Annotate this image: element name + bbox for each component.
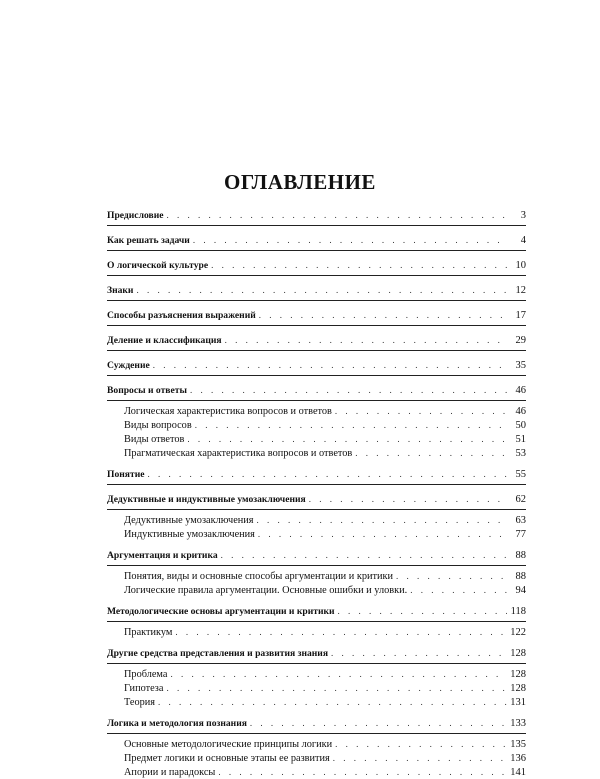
dot-leader: [166, 681, 507, 695]
section-underline: [107, 300, 526, 301]
dot-leader: [193, 233, 507, 247]
dot-leader: [250, 716, 507, 730]
toc-subsection[interactable]: [107, 527, 526, 541]
toc-entry-label: Апории и парадоксы: [124, 767, 216, 778]
section-underline: [107, 350, 526, 351]
dot-leader: [136, 283, 507, 297]
dot-leader: [333, 751, 507, 765]
toc-entry-label: Способы разъяснения выражений: [107, 310, 256, 321]
section-underline: [107, 250, 526, 251]
toc-entry-label: Деление и классификация: [107, 335, 222, 346]
toc-entry-label: Суждение: [107, 360, 150, 371]
dot-leader: [355, 446, 507, 460]
section-underline: [107, 663, 526, 664]
toc-entry-label: Логика и методология познания: [107, 718, 247, 729]
section-underline: [107, 275, 526, 276]
toc-subsection[interactable]: [107, 446, 526, 460]
toc-section[interactable]: [107, 548, 526, 562]
dot-leader: [410, 583, 507, 597]
toc-page-number: 63: [515, 515, 526, 526]
toc-page-number: 88: [515, 571, 526, 582]
toc-entry-label: Логическая характеристика вопросов и ответов: [124, 406, 332, 417]
page-title: ОГЛАВЛЕНИЕ: [224, 170, 376, 194]
toc-entry-label: Логические правила аргументации. Основные ошибки и уловки.: [124, 585, 408, 596]
toc-entry-label: Предмет логики и основные этапы ее развития: [124, 753, 330, 764]
section-underline: [107, 375, 526, 376]
dot-leader: [259, 308, 507, 322]
toc-entry-label: Теория: [124, 697, 156, 708]
toc-section[interactable]: [107, 716, 526, 730]
dot-leader: [257, 513, 507, 527]
toc-page-number: 128: [510, 669, 526, 680]
toc-subsection[interactable]: [107, 418, 526, 432]
toc-subsection[interactable]: [107, 667, 526, 681]
toc-entry-label: Вопросы и ответы: [107, 385, 187, 396]
dot-leader: [211, 258, 507, 272]
toc-entry-label: Прагматическая характеристика вопросов и ответов: [124, 448, 353, 459]
dot-leader: [153, 358, 507, 372]
toc-page-number: 88: [515, 550, 526, 561]
toc-entry-label: Гипотеза: [124, 683, 164, 694]
toc-page-number: 4: [520, 235, 526, 246]
toc-page-number: 141: [510, 767, 526, 778]
toc-page-number: 51: [515, 434, 526, 445]
toc-page-number: 62: [515, 494, 526, 505]
toc-section[interactable]: [107, 604, 526, 618]
toc-page-number: 131: [510, 697, 526, 708]
toc-page-number: 135: [510, 739, 526, 750]
toc-section[interactable]: [107, 467, 526, 481]
toc-page-number: 55: [515, 469, 526, 480]
section-underline: [107, 225, 526, 226]
dot-leader: [147, 467, 507, 481]
toc-entry-label: Предисловие: [107, 210, 164, 221]
dot-leader: [158, 695, 507, 709]
dot-leader: [309, 492, 507, 506]
toc-section[interactable]: [107, 358, 526, 372]
dot-leader: [225, 333, 507, 347]
toc-page-number: 128: [510, 648, 526, 659]
toc-section[interactable]: [107, 492, 526, 506]
toc-entry-label: Практикум: [124, 627, 173, 638]
dot-leader: [335, 737, 507, 751]
toc-subsection[interactable]: [107, 695, 526, 709]
toc-entry-label: Методологические основы аргументации и критики: [107, 606, 335, 617]
toc-section[interactable]: [107, 383, 526, 397]
toc-subsection[interactable]: [107, 583, 526, 597]
toc-section[interactable]: [107, 258, 526, 272]
toc-section[interactable]: [107, 646, 526, 660]
toc-page-number: 29: [515, 335, 526, 346]
toc-page-number: 3: [520, 210, 526, 221]
section-underline: [107, 621, 526, 622]
toc-entry-label: Виды вопросов: [124, 420, 192, 431]
dot-leader: [166, 208, 507, 222]
toc-section[interactable]: [107, 283, 526, 297]
dot-leader: [396, 569, 507, 583]
toc-subsection[interactable]: [107, 681, 526, 695]
dot-leader: [331, 646, 507, 660]
toc-entry-label: Аргументация и критика: [107, 550, 218, 561]
toc-entry-label: Основные методологические принципы логики: [124, 739, 333, 750]
toc-entry-label: Другие средства представления и развития знания: [107, 648, 329, 659]
section-underline: [107, 325, 526, 326]
toc-entry-label: О логической культуре: [107, 260, 209, 271]
toc-entry-label: Понятие: [107, 469, 145, 480]
toc-subsection[interactable]: [107, 751, 526, 765]
toc-page-number: 136: [510, 753, 526, 764]
toc-subsection[interactable]: [107, 513, 526, 527]
toc-entry-label: Дедуктивные умозаключения: [124, 515, 254, 526]
toc-entry-label: Понятия, виды и основные способы аргументации и критики: [124, 571, 394, 582]
toc-page-number: 53: [515, 448, 526, 459]
toc-page-number: 77: [515, 529, 526, 540]
toc-page-number: 35: [515, 360, 526, 371]
toc-page-number: 133: [510, 718, 526, 729]
toc-subsection[interactable]: [107, 765, 526, 779]
section-underline: [107, 733, 526, 734]
toc-page-number: 50: [515, 420, 526, 431]
toc-entry-label: Как решать задачи: [107, 235, 190, 246]
dot-leader: [190, 383, 507, 397]
dot-leader: [221, 548, 507, 562]
toc-page-number: 94: [515, 585, 526, 596]
toc-entry-label: Виды ответов: [124, 434, 185, 445]
toc-section[interactable]: [107, 208, 526, 222]
toc-page-number: 12: [515, 285, 526, 296]
toc-page-number: 128: [510, 683, 526, 694]
dot-leader: [187, 432, 507, 446]
toc-subsection[interactable]: [107, 432, 526, 446]
toc-page-number: 122: [510, 627, 526, 638]
dot-leader: [218, 765, 507, 779]
toc-subsection[interactable]: [107, 404, 526, 418]
toc-subsection[interactable]: [107, 569, 526, 583]
toc-subsection[interactable]: [107, 737, 526, 751]
toc-page-number: 10: [515, 260, 526, 271]
toc-entry-label: Проблема: [124, 669, 168, 680]
dot-leader: [258, 527, 507, 541]
toc-page-number: 46: [515, 406, 526, 417]
dot-leader: [195, 418, 507, 432]
dot-leader: [170, 667, 507, 681]
toc-entry-label: Индуктивные умозаключения: [124, 529, 255, 540]
section-underline: [107, 484, 526, 485]
toc-entry-label: Дедуктивные и индуктивные умозаключения: [107, 494, 306, 505]
dot-leader: [175, 625, 507, 639]
toc-section[interactable]: [107, 233, 526, 247]
section-underline: [107, 509, 526, 510]
toc-entry-label: Знаки: [107, 285, 134, 296]
table-of-contents: [107, 208, 526, 779]
toc-page-number: 118: [510, 606, 526, 617]
toc-section[interactable]: [107, 308, 526, 322]
dot-leader: [338, 604, 507, 618]
dot-leader: [335, 404, 507, 418]
toc-section[interactable]: [107, 333, 526, 347]
toc-page-number: 17: [515, 310, 526, 321]
toc-subsection[interactable]: [107, 625, 526, 639]
section-underline: [107, 400, 526, 401]
section-underline: [107, 565, 526, 566]
toc-page-number: 46: [515, 385, 526, 396]
